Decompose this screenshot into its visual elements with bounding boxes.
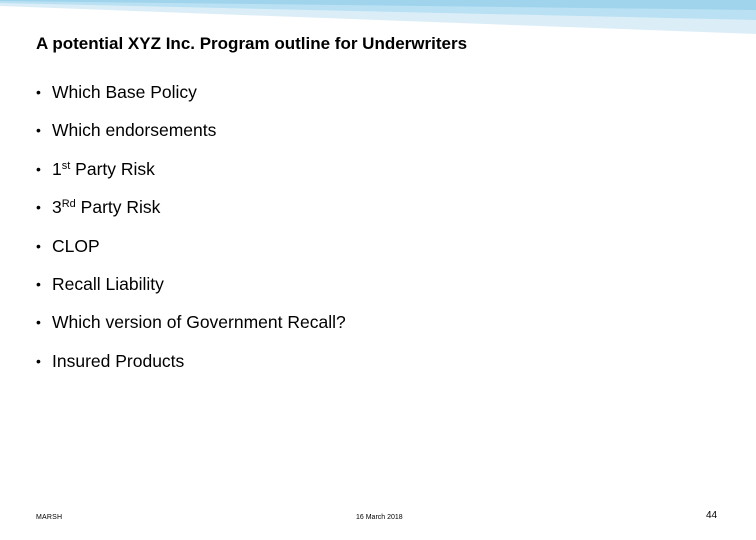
bullet-text: Recall Liability	[52, 273, 164, 294]
bullet-text: CLOP	[52, 235, 100, 256]
bullet-text	[52, 196, 160, 218]
bullet-text: Which version of Government Recall?	[52, 312, 346, 333]
bullet-item	[36, 235, 346, 273]
bullet-text: Which Base Policy	[52, 82, 197, 102]
bullet-icon: •	[36, 199, 41, 216]
ordinal-suffix: st	[61, 159, 71, 172]
bullet-rest: Party Risk	[70, 158, 155, 179]
bullet-icon: •	[36, 352, 41, 369]
bullet-icon: •	[36, 160, 41, 177]
bullet-item	[36, 81, 346, 119]
bullet-icon: •	[36, 122, 41, 139]
footer-date: 16 March 2018	[356, 514, 403, 521]
bullet-list	[36, 81, 346, 388]
ordinal-suffix: Rd	[61, 198, 76, 211]
bullet-icon: •	[36, 275, 41, 292]
bullet-item	[36, 196, 346, 234]
bullet-item	[36, 273, 346, 311]
bullet-item	[36, 350, 346, 388]
top-decorative-band	[0, 0, 756, 34]
bullet-icon: •	[36, 237, 41, 254]
bullet-text: Insured Products	[52, 350, 185, 371]
bullet-text	[52, 158, 155, 180]
bullet-number: 1	[52, 158, 62, 179]
bullet-rest: Party Risk	[75, 197, 161, 218]
bullet-item	[36, 158, 346, 196]
bullet-number: 3	[52, 197, 62, 218]
page-number: 44	[706, 510, 718, 521]
footer-brand: MARSH	[36, 514, 63, 521]
slide-title: A potential XYZ Inc. Program outline for Underwriters	[36, 34, 468, 53]
bullet-icon: •	[36, 84, 41, 100]
bullet-item	[36, 119, 346, 157]
bullet-text: Which endorsements	[52, 120, 217, 141]
bullet-item	[36, 311, 346, 349]
bullet-icon: •	[36, 314, 41, 331]
